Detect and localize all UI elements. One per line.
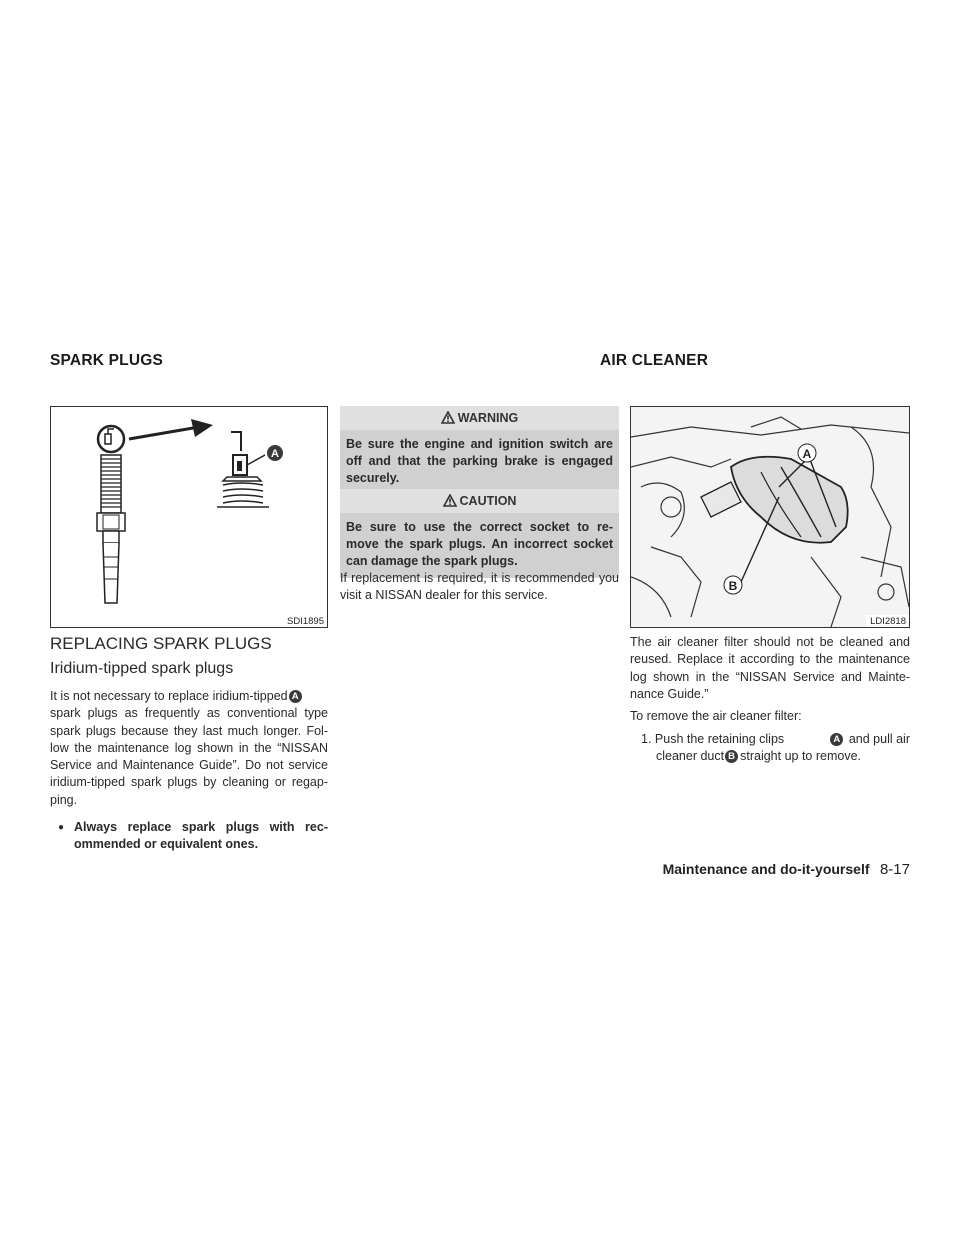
step-number: 1. (641, 732, 652, 746)
caution-title: CAUTION (459, 494, 517, 508)
heading-replacing-spark-plugs: REPLACING SPARK PLUGS (50, 634, 272, 653)
air-figure-code: LDI2818 (866, 615, 909, 627)
marker-b-circle: B (725, 750, 738, 763)
caution-box (340, 489, 619, 578)
bullet-dot: ● (58, 822, 65, 833)
warning-box (340, 406, 619, 495)
air-callout-b: B (728, 579, 738, 593)
dealer-paragraph: If replacement is required, it is recommended you visit a NISSAN dealer for this service. (340, 571, 619, 603)
caution-triangle-icon (443, 494, 457, 507)
marker-a-circle: A (830, 733, 843, 746)
step-1: 1. Push the retaining clips A and pull air cleaner duct B straight up to remove. (641, 732, 910, 764)
subheading-iridium: Iridium-tipped spark plugs (50, 660, 234, 677)
chapter-title: Maintenance and do-it-yourself (662, 861, 870, 877)
caution-text: Be sure to use the correct socket to re- move the spark plugs. An incorrect socket can damage the spark plugs. (340, 513, 619, 578)
remove-intro: To remove the air cleaner filter: (630, 709, 802, 723)
spark-callout-a: A (271, 448, 279, 460)
spark-plug-bullet: ● Always replace spark plugs with rec- ommended or equivalent ones. (58, 820, 328, 852)
spark-plug-paragraph: It is not necessary to replace iridium-tipped A spark plugs as frequently as conventional type spark plugs because they last much longer. Fol- low the maintenance log shown in the “NISSAN Service and Maintenance Guide”. Do not service iridium-tipped spark plugs by cleaning or regap- ping. (50, 689, 328, 807)
spark-plug-figure (50, 406, 328, 628)
spark-plug-illustration (51, 407, 327, 627)
warning-triangle-icon (441, 411, 455, 424)
marker-a-circle: A (289, 690, 302, 703)
section-heading-air-cleaner: AIR CLEANER (600, 352, 709, 369)
air-cleaner-paragraph: The air cleaner filter should not be cleaned and reused. Replace it according to the maintenance log shown in the “NISSAN Service and Mainte- nance Guide.” (630, 635, 910, 701)
air-cleaner-figure (630, 406, 910, 628)
air-callout-a: A (802, 447, 812, 461)
section-heading-spark-plugs: SPARK PLUGS (50, 352, 164, 369)
spark-figure-code: SDI1895 (283, 615, 327, 627)
page-footer (663, 861, 910, 879)
air-cleaner-illustration (631, 407, 909, 627)
warning-text: Be sure the engine and ignition switch are off and that the parking brake is engaged securely. (340, 430, 619, 495)
warning-title: WARNING (457, 411, 519, 425)
page-number: 8-17 (879, 861, 910, 878)
